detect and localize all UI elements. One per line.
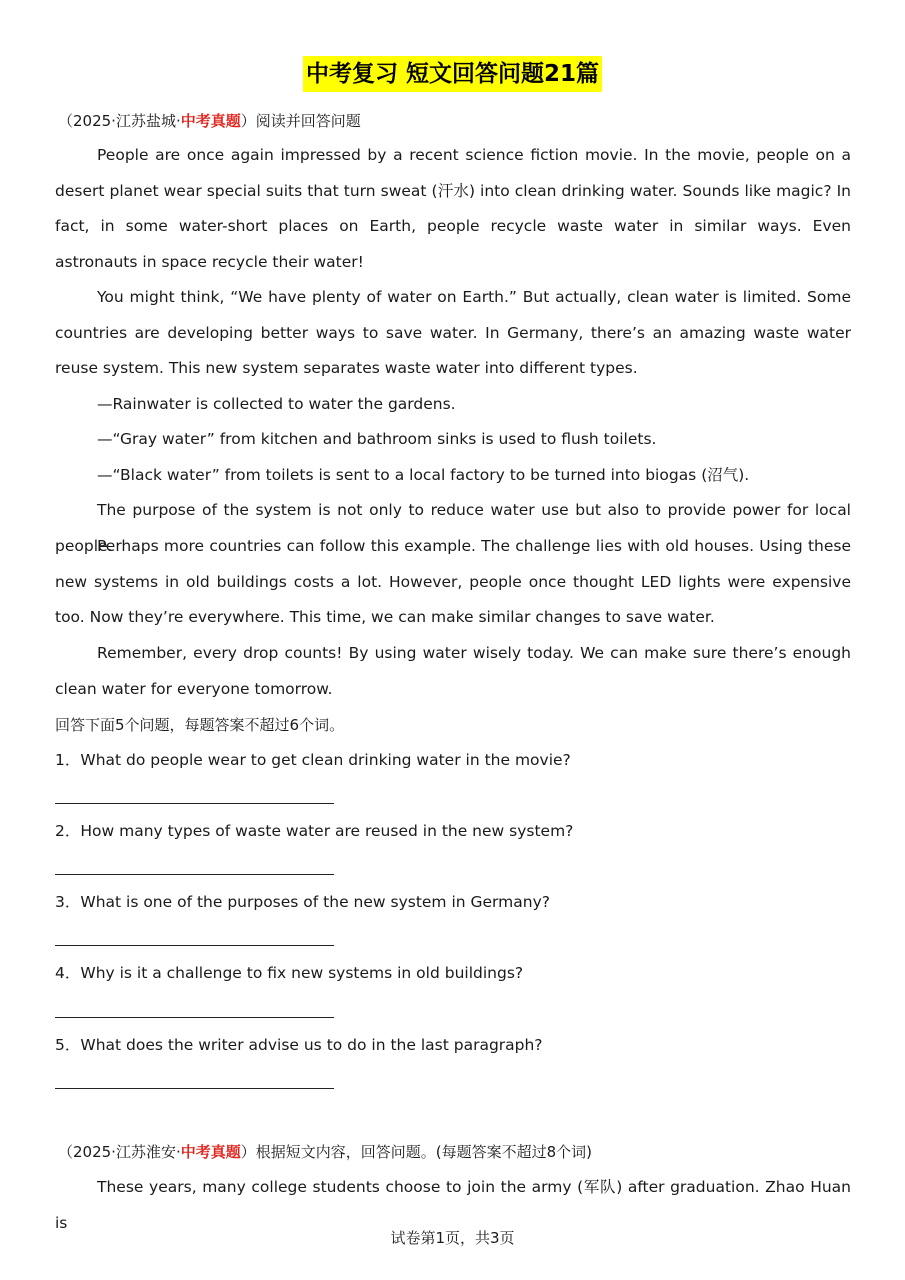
passage1-paragraph-1: People are once again impressed by a recent science fiction movie. In the movie, people on a desert planet wear special suits that turn sweat (汗水) into clean drinking water. Sounds like magic? In fact, in some water-short places on Earth, people recycle waste water in similar ways. Even astronauts in space recycle their water!	[55, 146, 851, 271]
passage2-source-suffix: ）根据短文内容，回答问题。(每题答案不超过8个词)	[240, 1143, 592, 1161]
answer-line-2[interactable]	[55, 874, 334, 875]
question-3: 3．What is one of the purposes of the new system in Germany?	[55, 893, 550, 911]
title-container	[0, 56, 905, 92]
question-4: 4．Why is it a challenge to fix new systems in old buildings?	[55, 964, 524, 982]
passage1-list-item-1: —Rainwater is collected to water the gardens.	[97, 395, 456, 413]
question-1: 1．What do people wear to get clean drinking water in the movie?	[55, 751, 571, 769]
passage2-first-line: These years, many college students choose to join the army (军队) after graduation. Zhao Huan is	[55, 1178, 851, 1232]
answer-line-1[interactable]	[55, 803, 334, 804]
passage2-source-tag: 中考真题	[180, 1143, 241, 1161]
passage1-source-prefix: （2025·江苏盐城·	[58, 112, 181, 130]
page-title: 中考复习 短文回答问题21篇	[303, 56, 602, 92]
passage2-source	[58, 1142, 592, 1162]
passage1-paragraph-3: The purpose of the system is not only to reduce water use but also to provide power for local people.	[55, 501, 851, 555]
answer-line-5[interactable]	[55, 1088, 334, 1089]
passage1-paragraph-5: Remember, every drop counts! By using water wisely today. We can make sure there’s enough clean water for everyone tomorrow.	[55, 644, 851, 698]
passage1-list-item-2: —“Gray water” from kitchen and bathroom sinks is used to flush toilets.	[97, 430, 657, 448]
page-footer: 试卷第1页，共3页	[390, 1229, 515, 1247]
questions-instruction: 回答下面5个问题，每题答案不超过6个词。	[55, 716, 345, 734]
passage1-list-item-3: —“Black water” from toilets is sent to a local factory to be turned into biogas (沼气).	[97, 466, 750, 484]
answer-line-3[interactable]	[55, 945, 334, 946]
passage1-source	[58, 111, 361, 131]
question-2: 2．How many types of waste water are reused in the new system?	[55, 822, 574, 840]
passage1-source-suffix: ）阅读并回答问题	[240, 112, 361, 130]
question-5: 5．What does the writer advise us to do in the last paragraph?	[55, 1036, 543, 1054]
passage1-paragraph-4: Perhaps more countries can follow this example. The challenge lies with old houses. Using these new systems in old buildings costs a lot. However, people once thought LED lights were expensive too. Now they’re everywhere. This time, we can make similar changes to save water.	[55, 537, 851, 627]
passage2-source-prefix: （2025·江苏淮安·	[58, 1143, 181, 1161]
passage1-source-tag: 中考真题	[180, 112, 241, 130]
answer-line-4[interactable]	[55, 1017, 334, 1018]
passage1-paragraph-2: You might think, “We have plenty of water on Earth.” But actually, clean water is limited. Some countries are developing better ways to save water. In Germany, there’s an amazing waste water reuse system. This new system separates waste water into different types.	[55, 288, 851, 378]
